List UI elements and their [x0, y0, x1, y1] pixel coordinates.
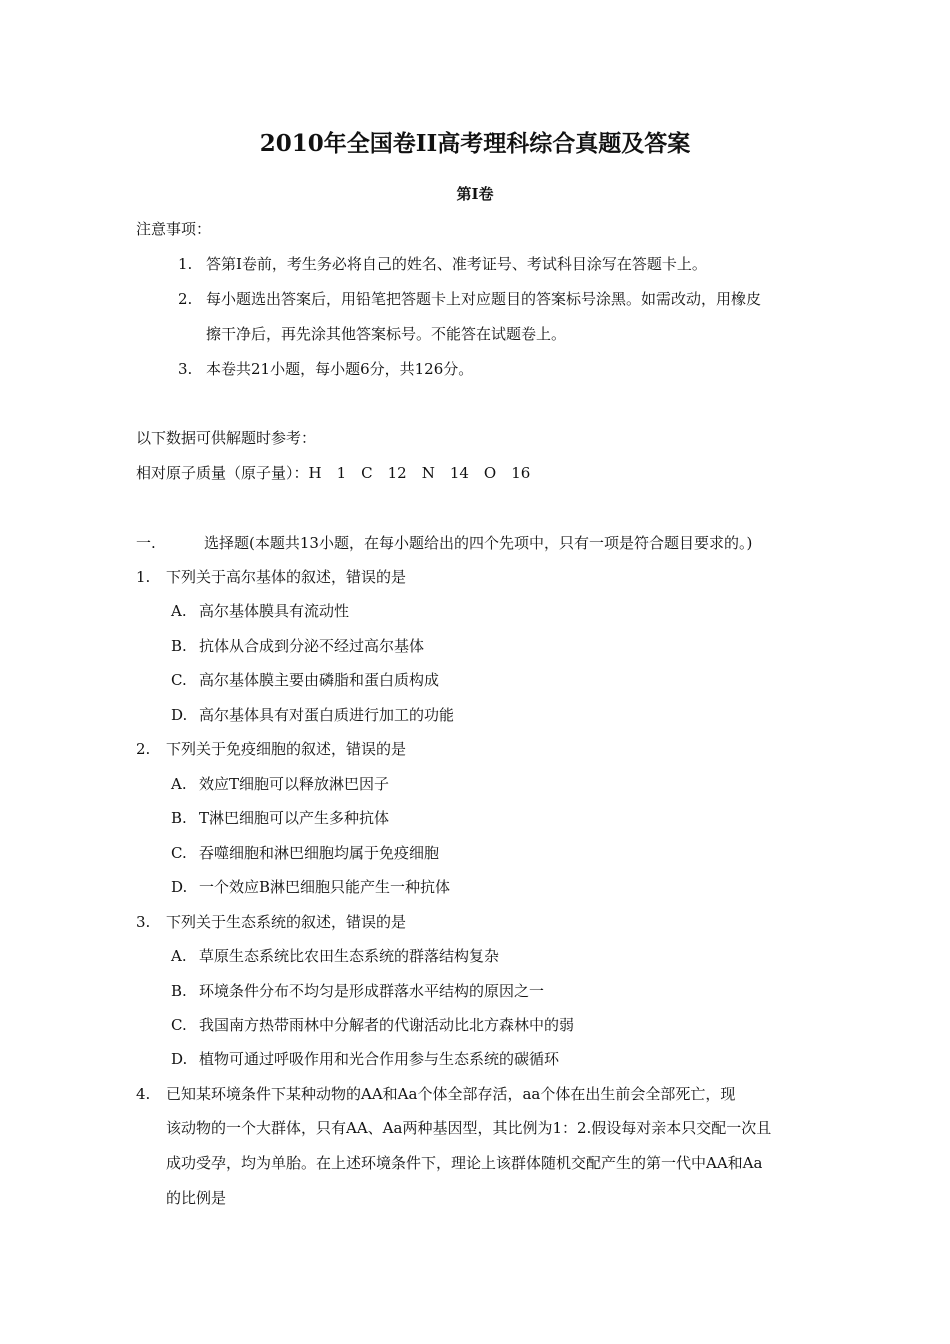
notice-item-1: [178, 254, 707, 274]
option-label: A.: [171, 947, 187, 965]
option-text: 环境条件分布不均匀是形成群落水平结构的原因之一: [199, 982, 545, 1000]
option-label: D.: [171, 1050, 188, 1068]
question-1-option-a: [171, 601, 349, 621]
question-1-option-b: [171, 636, 424, 656]
option-label: B.: [171, 982, 187, 1000]
notice-item-text: 本卷共21小题，每小题6分，共126分。: [206, 360, 474, 378]
question-number: 1.: [136, 568, 151, 586]
notice-heading: 注意事项：: [136, 220, 212, 238]
atomic-mass-reference: 相对原子质量（原子量）：H 1 C 12 N 14 O 16: [136, 464, 531, 482]
option-label: B.: [171, 637, 187, 655]
question-text: 下列关于免疫细胞的叙述，错误的是: [166, 740, 407, 758]
question-2-option-d: [171, 877, 450, 897]
option-text: 效应T细胞可以释放淋巴因子: [199, 775, 390, 793]
notice-item-2-continuation: 擦干净后，再先涂其他答案标号。不能答在试题卷上。: [206, 325, 567, 343]
question-4-stem: [136, 1084, 735, 1104]
option-label: D.: [171, 878, 188, 896]
option-text: 植物可通过呼吸作用和光合作用参与生态系统的碳循环: [199, 1050, 560, 1068]
option-label: C.: [171, 844, 187, 862]
question-number: 3.: [136, 913, 151, 931]
option-text: T淋巴细胞可以产生多种抗体: [199, 809, 390, 827]
question-3-option-d: [171, 1049, 559, 1069]
question-number: 2.: [136, 740, 151, 758]
option-text: 一个效应B淋巴细胞只能产生一种抗体: [199, 878, 451, 896]
option-text: 我国南方热带雨林中分解者的代谢活动比北方森林中的弱: [199, 1016, 575, 1034]
part-text: 选择题(本题共13小题，在每小题给出的四个先项中，只有一项是符合题目要求的。): [204, 534, 753, 552]
notice-item-number: 3.: [178, 360, 193, 378]
document-title: 2010年全国卷ⅠⅠ高考理科综合真题及答案: [259, 130, 691, 157]
section-title: 第Ⅰ卷: [456, 185, 494, 203]
part-number: 一.: [136, 534, 156, 552]
option-text: 高尔基体膜主要由磷脂和蛋白质构成: [199, 671, 440, 689]
reference-intro: 以下数据可供解题时参考：: [136, 429, 317, 447]
notice-item-text: 每小题选出答案后，用铅笔把答题卡上对应题目的答案标号涂黑。如需改动，用橡皮: [206, 290, 762, 308]
question-4-stem-line-4: 的比例是: [166, 1189, 227, 1207]
option-label: C.: [171, 671, 187, 689]
question-3-option-c: [171, 1015, 574, 1035]
question-1-option-c: [171, 670, 439, 690]
notice-item-3: [178, 359, 473, 379]
question-text: 下列关于高尔基体的叙述，错误的是: [166, 568, 407, 586]
notice-item-text: 答第Ⅰ卷前，考生务必将自己的姓名、准考证号、考试科目涂写在答题卡上。: [206, 255, 707, 273]
question-text-line: 已知某环境条件下某种动物的AA和Aa个体全部存活，aa个体在出生前会全部死亡，现: [166, 1085, 736, 1103]
part-heading: [136, 533, 752, 553]
question-2-option-a: [171, 774, 389, 794]
option-label: B.: [171, 809, 187, 827]
question-3-stem: [136, 912, 406, 932]
question-text: 下列关于生态系统的叙述，错误的是: [166, 913, 407, 931]
option-text: 草原生态系统比农田生态系统的群落结构复杂: [199, 947, 500, 965]
option-text: 吞噬细胞和淋巴细胞均属于免疫细胞: [199, 844, 440, 862]
notice-item-number: 2.: [178, 290, 193, 308]
question-2-option-b: [171, 808, 389, 828]
notice-item-number: 1.: [178, 255, 193, 273]
option-label: D.: [171, 706, 188, 724]
question-2-option-c: [171, 843, 439, 863]
option-text: 高尔基体膜具有流动性: [199, 602, 350, 620]
question-4-stem-line-3: 成功受孕，均为单胎。在上述环境条件下，理论上该群体随机交配产生的第一代中AA和Aa: [166, 1154, 763, 1172]
question-number: 4.: [136, 1085, 151, 1103]
question-2-stem: [136, 739, 406, 759]
option-label: A.: [171, 775, 187, 793]
option-text: 高尔基体具有对蛋白质进行加工的功能: [199, 706, 455, 724]
notice-item-2: [178, 289, 761, 309]
option-label: C.: [171, 1016, 187, 1034]
question-1-option-d: [171, 705, 454, 725]
question-3-option-b: [171, 981, 544, 1001]
option-text: 抗体从合成到分泌不经过高尔基体: [199, 637, 425, 655]
question-4-stem-line-2: 该动物的一个大群体，只有AA、Aa两种基因型，其比例为1：2.假设每对亲本只交配一次且: [166, 1119, 772, 1137]
question-3-option-a: [171, 946, 499, 966]
question-1-stem: [136, 567, 406, 587]
option-label: A.: [171, 602, 187, 620]
